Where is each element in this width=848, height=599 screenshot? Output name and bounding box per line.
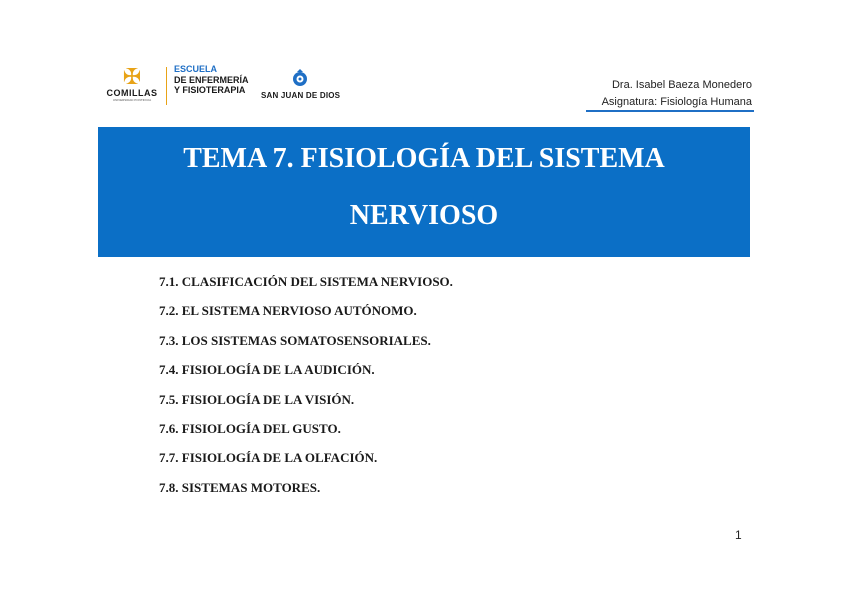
escuela-line-1: ESCUELA (174, 64, 218, 74)
author-name: Dra. Isabel Baeza Monedero (611, 79, 752, 91)
comillas-logo-subtitle: UNIVERSIDAD PONTIFICIA (112, 98, 152, 102)
toc-item: 7.7. FISIOLOGÍA DE LA OLFACIÓN. (159, 450, 378, 466)
sjd-logo-text: SAN JUAN DE DIOS (261, 91, 341, 100)
cross-emblem-icon: ✠ (122, 64, 142, 89)
logo-divider (166, 67, 167, 105)
toc-item: 7.5. FISIOLOGÍA DE LA VISIÓN. (159, 391, 355, 407)
toc-item: 7.6. FISIOLOGÍA DEL GUSTO. (159, 420, 341, 436)
subject-name: Asignatura: Fisiología Humana (601, 96, 752, 108)
toc-item: 7.3. LOS SISTEMAS SOMATOSENSORIALES. (159, 332, 431, 348)
escuela-logo-text (174, 64, 249, 96)
escuela-line-3: Y FISIOTERAPIA (174, 85, 246, 95)
toc-item: 7.2. EL SISTEMA NERVIOSO AUTÓNOMO. (159, 303, 417, 319)
pomegranate-icon (289, 68, 311, 88)
comillas-logo-name: COMILLAS (106, 88, 158, 98)
title-line-2: NERVIOSO (349, 200, 499, 231)
title-line-1: TEMA 7. FISIOLOGÍA DEL SISTEMA (183, 143, 665, 174)
comillas-logo (102, 66, 162, 108)
escuela-line-2: DE ENFERMERÍA (174, 74, 249, 85)
toc-item: 7.1. CLASIFICACIÓN DEL SISTEMA NERVIOSO. (159, 274, 453, 289)
header-rule (586, 110, 754, 112)
toc-item: 7.4. FISIOLOGÍA DE LA AUDICIÓN. (159, 362, 375, 378)
table-of-contents (159, 273, 453, 508)
page-number: 1 (735, 528, 742, 542)
toc-item: 7.8. SISTEMAS MOTORES. (159, 479, 321, 495)
title-banner (98, 127, 750, 257)
